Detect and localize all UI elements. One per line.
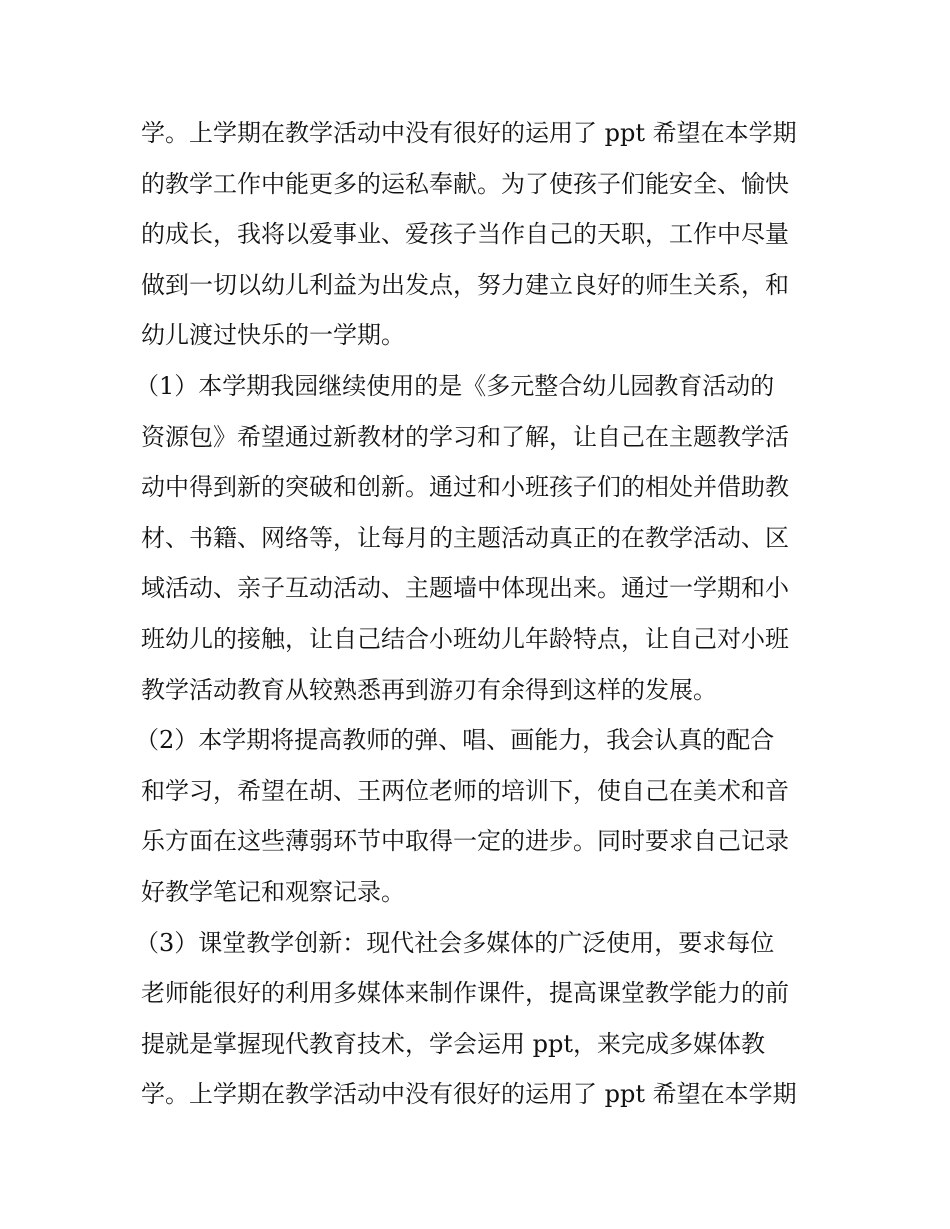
text-line-item-1: （1）本学期我园继续使用的是《多元整合幼儿园教育活动的	[135, 371, 775, 400]
text-line: 资源包》希望通过新教材的学习和了解，让自己在主题教学活	[141, 422, 789, 451]
text-line: 幼儿渡过快乐的一学期。	[141, 321, 405, 350]
text-line: 学。上学期在教学活动中没有很好的运用了 ppt 希望在本学期	[141, 119, 797, 147]
body-text	[135, 108, 821, 1120]
text-line: 班幼儿的接触，让自己结合小班幼儿年龄特点，让自己对小班	[141, 624, 789, 653]
text-line: 学。上学期在教学活动中没有很好的运用了 ppt 希望在本学期	[141, 1080, 797, 1109]
text-line-item-3: （3）课堂教学创新：现代社会多媒体的广泛使用，要求每位	[135, 928, 775, 957]
text-line: 和学习，希望在胡、王两位老师的培训下，使自己在美术和音	[141, 776, 789, 805]
text-line: 提就是掌握现代教育技术，学会运用 ppt，来完成多媒体教	[141, 1029, 765, 1058]
text-line: 乐方面在这些薄弱环节中取得一定的进步。同时要求自己记录	[141, 827, 789, 856]
text-line: 动中得到新的突破和创新。通过和小班孩子们的相处并借助教	[141, 473, 789, 502]
text-line: 的成长，我将以爱事业、爱孩子当作自己的天职，工作中尽量	[141, 220, 789, 249]
text-line: 的教学工作中能更多的运私奉献。为了使孩子们能安全、愉快	[141, 169, 789, 198]
text-line: 材、书籍、网络等，让每月的主题活动真正的在教学活动、区	[141, 523, 789, 552]
text-line: 教学活动教育从较熟悉再到游刃有余得到这样的发展。	[141, 675, 717, 704]
text-line: 做到一切以幼儿利益为出发点，努力建立良好的师生关系，和	[141, 270, 789, 299]
text-line: 好教学笔记和观察记录。	[141, 877, 405, 906]
text-line: 域活动、亲子互动活动、主题墙中体现出来。通过一学期和小	[141, 574, 789, 603]
text-line-item-2: （2）本学期将提高教师的弹、唱、画能力，我会认真的配合	[135, 726, 775, 755]
text-line: 老师能很好的利用多媒体来制作课件，提高课堂教学能力的前	[141, 979, 789, 1008]
